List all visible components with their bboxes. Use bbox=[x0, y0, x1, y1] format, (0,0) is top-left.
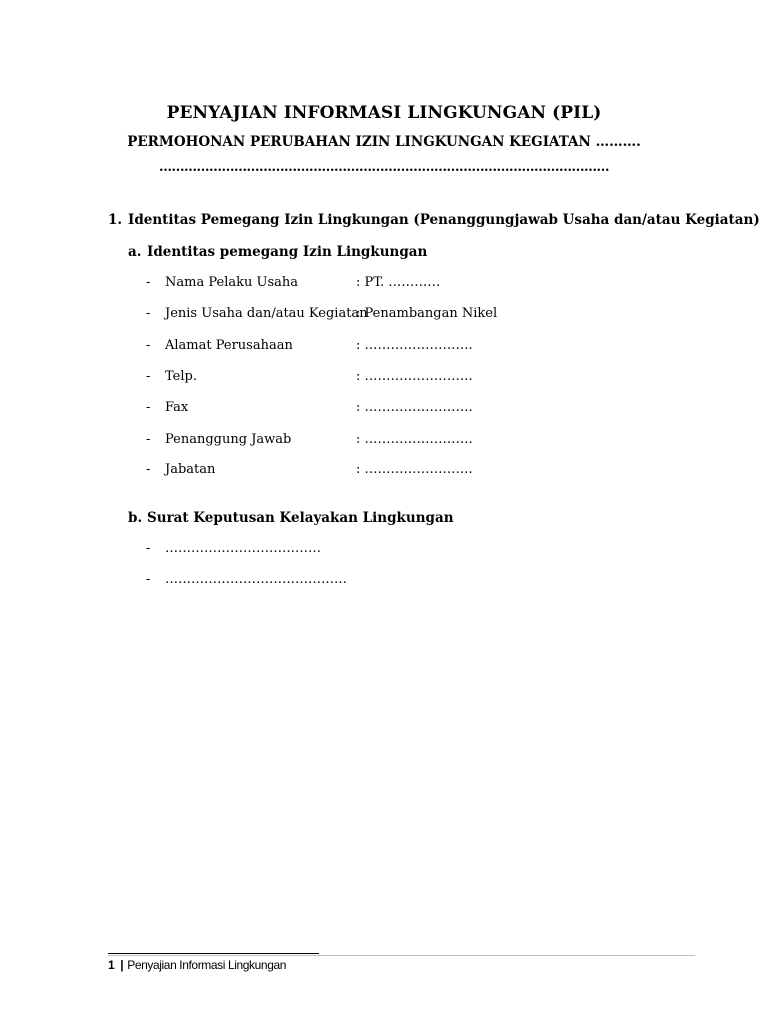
footer-divider bbox=[108, 955, 695, 956]
field-label: Nama Pelaku Usaha bbox=[165, 275, 298, 290]
bullet-dash: - bbox=[146, 462, 151, 477]
field-label: Jenis Usaha dan/atau Kegiatan bbox=[165, 306, 368, 321]
field-value: : ……………………. bbox=[356, 369, 473, 384]
bullet-dash: - bbox=[146, 400, 151, 415]
subsection-a-title: Identitas pemegang Izin Lingkungan bbox=[147, 244, 428, 260]
field-label: Fax bbox=[165, 400, 189, 415]
field-label: Penanggung Jawab bbox=[165, 432, 292, 447]
bullet-dash: - bbox=[146, 338, 151, 353]
field-value: : ……………………. bbox=[356, 432, 473, 447]
field-value: : ……………………. bbox=[356, 338, 473, 353]
footer-separator: | bbox=[120, 958, 124, 972]
subsection-b-heading bbox=[128, 510, 454, 526]
document-subtitle: PERMOHONAN PERUBAHAN IZIN LINGKUNGAN KEGIATAN ………. bbox=[127, 134, 641, 150]
section-1-title: Identitas Pemegang Izin Lingkungan (Penanggungjawab Usaha dan/atau Kegiatan) bbox=[128, 212, 760, 228]
section-1-heading bbox=[108, 212, 760, 228]
field-value: : PT. ………… bbox=[356, 275, 441, 290]
field-label: Telp. bbox=[165, 369, 197, 384]
page-number: 1 bbox=[108, 958, 115, 972]
page-footer bbox=[108, 958, 286, 972]
section-1-number: 1. bbox=[108, 212, 123, 228]
bullet-dash: - bbox=[146, 369, 151, 384]
field-value: : ……………………. bbox=[356, 462, 473, 477]
placeholder-dots: …………………………………… bbox=[165, 572, 347, 587]
subtitle-dots-line: ……………………………………………………………………………………………… bbox=[159, 160, 609, 175]
document-title: PENYAJIAN INFORMASI LINGKUNGAN (PIL) bbox=[166, 103, 602, 123]
field-label: Alamat Perusahaan bbox=[165, 338, 293, 353]
field-value: : Penambangan Nikel bbox=[356, 306, 498, 321]
placeholder-dots: ……………………………… bbox=[165, 541, 321, 556]
subsection-a-letter: a. bbox=[128, 244, 142, 260]
subsection-a-heading bbox=[128, 244, 427, 260]
field-label: Jabatan bbox=[165, 462, 216, 477]
subsection-b-letter: b. bbox=[128, 510, 143, 526]
bullet-dash: - bbox=[146, 541, 151, 556]
footer-text: Penyajian Informasi Lingkungan bbox=[127, 958, 287, 972]
subsection-b-title: Surat Keputusan Kelayakan Lingkungan bbox=[147, 510, 454, 526]
bullet-dash: - bbox=[146, 432, 151, 447]
bullet-dash: - bbox=[146, 275, 151, 290]
field-value: : ……………………. bbox=[356, 400, 473, 415]
bullet-dash: - bbox=[146, 306, 151, 321]
bullet-dash: - bbox=[146, 572, 151, 587]
footer-rule bbox=[108, 953, 319, 954]
